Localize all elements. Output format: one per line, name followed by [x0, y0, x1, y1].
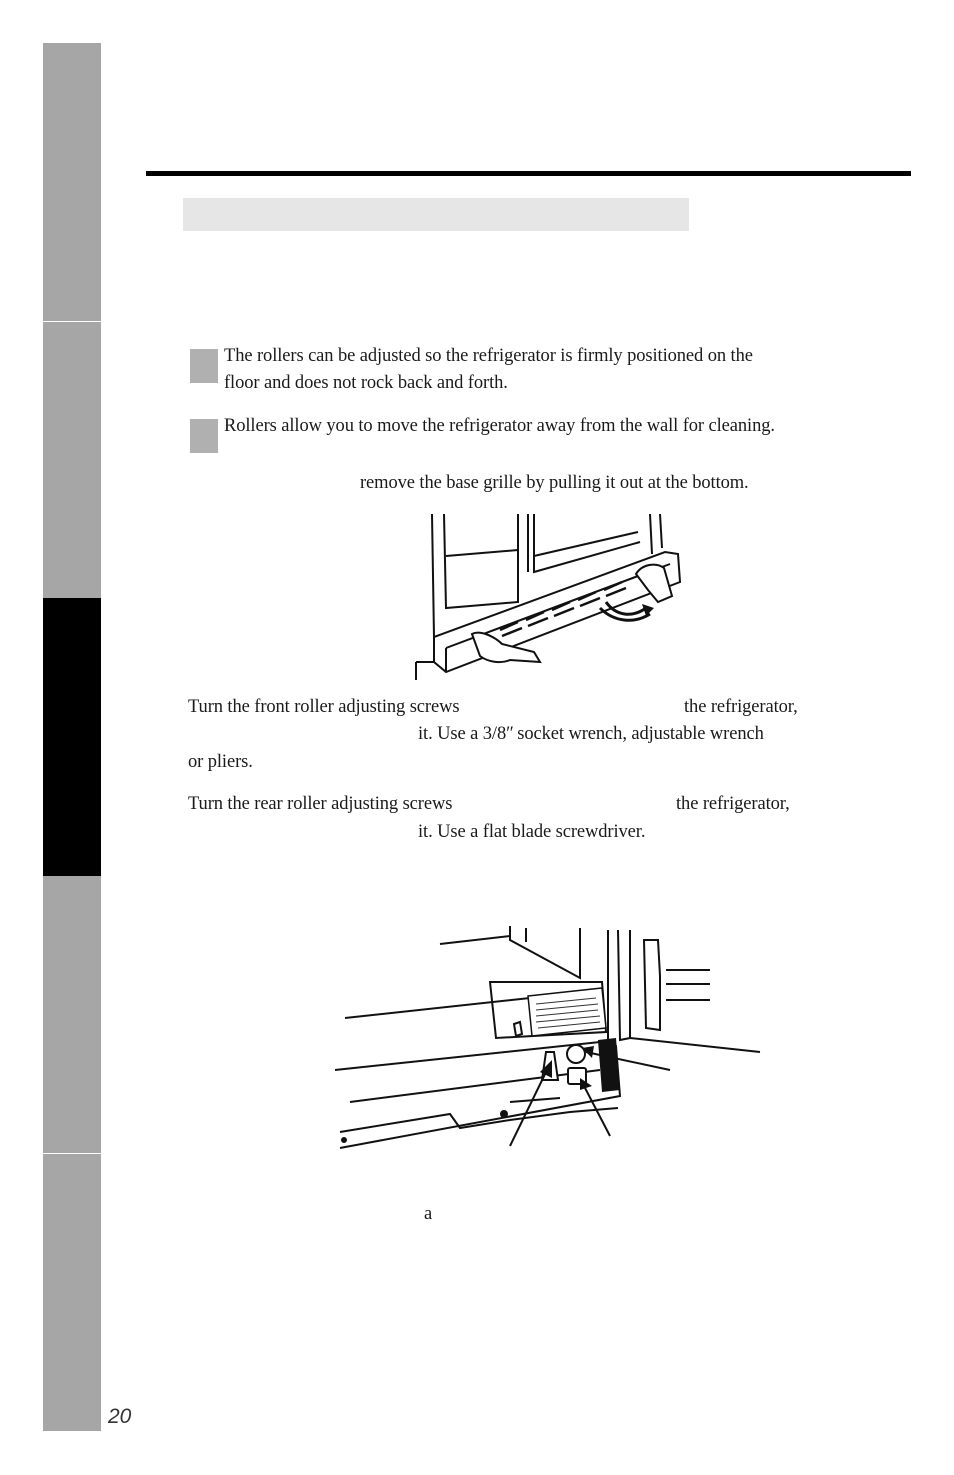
- side-tab-3-active[interactable]: [43, 598, 101, 876]
- header-rule: [146, 171, 911, 176]
- bullet-marker: [190, 419, 218, 453]
- side-tab-1[interactable]: [43, 43, 101, 321]
- side-tab-4[interactable]: [43, 876, 101, 1153]
- grille-instruction: remove the base grille by pulling it out at the bottom.: [360, 473, 749, 493]
- front-roller-line-1a: Turn the front roller adjusting screws: [188, 697, 460, 717]
- rear-roller-line-1b: the refrigerator,: [676, 794, 790, 814]
- stray-letter: a: [424, 1204, 433, 1224]
- page-number: 20: [108, 1405, 132, 1428]
- base-grille-illustration: [410, 512, 690, 682]
- roller-screws-illustration: [330, 920, 770, 1160]
- front-roller-line-3: or pliers.: [188, 752, 253, 772]
- rear-roller-line-2: it. Use a flat blade screwdriver.: [418, 822, 646, 842]
- bullet-marker: [190, 349, 218, 383]
- side-tab-2[interactable]: [43, 322, 101, 598]
- section-title-bar: [183, 198, 689, 231]
- bullet-2-line-1: Rollers allow you to move the refrigerator away from the wall for cleaning.: [224, 416, 775, 436]
- bullet-1-line-2: floor and does not rock back and forth.: [224, 373, 508, 393]
- front-roller-line-2: it. Use a 3/8ʺ socket wrench, adjustable wrench: [418, 724, 764, 744]
- bullet-1-line-1: The rollers can be adjusted so the refrigerator is firmly positioned on the: [224, 346, 753, 366]
- rear-roller-line-1a: Turn the rear roller adjusting screws: [188, 794, 453, 814]
- front-roller-line-1b: the refrigerator,: [684, 697, 798, 717]
- side-tab-5[interactable]: [43, 1154, 101, 1431]
